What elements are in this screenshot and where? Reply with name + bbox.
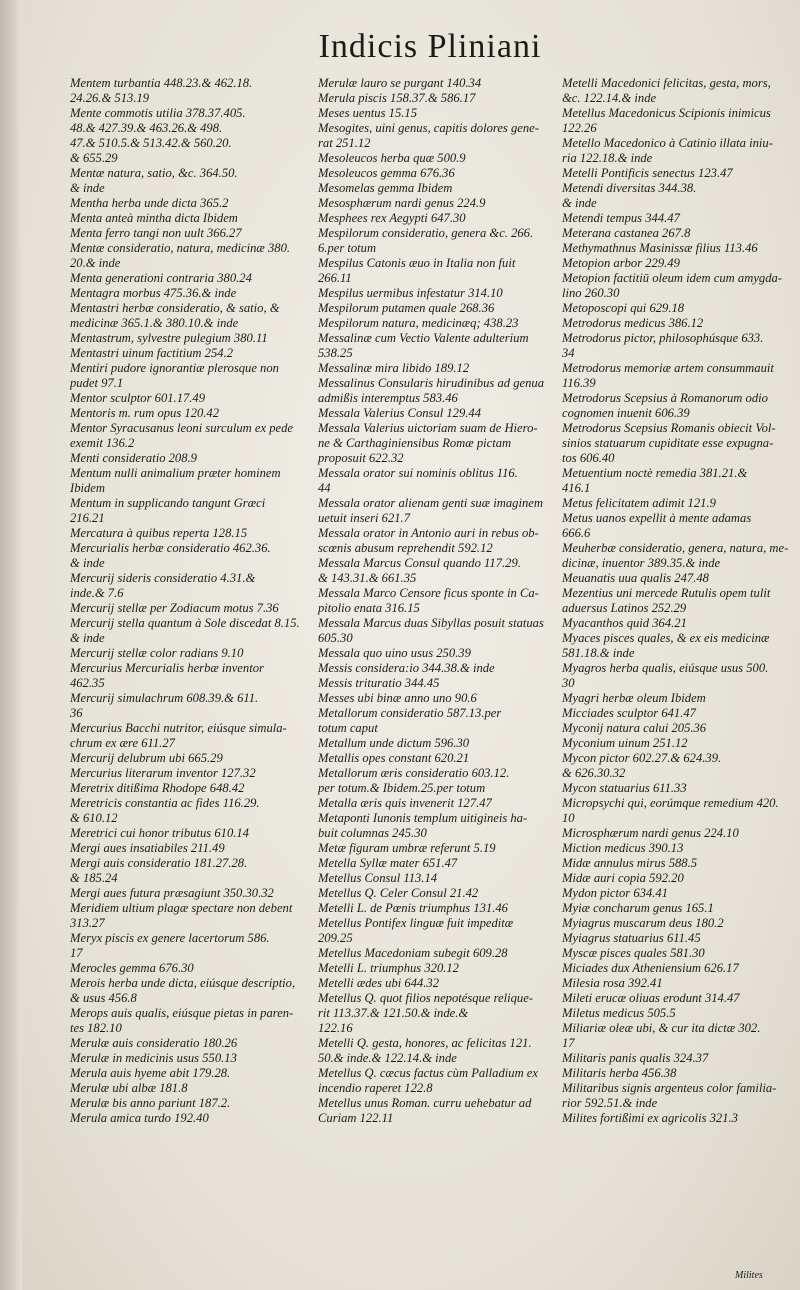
index-line: Mespilus uermibus infestatur 314.10 xyxy=(318,286,503,300)
index-line: dicinæ, inuentor 389.35.& inde xyxy=(562,556,721,570)
index-line: 47.& 510.5.& 513.42.& 560.20. xyxy=(70,136,232,150)
index-line: Mercurij stellæ per Zodiacum motus 7.36 xyxy=(70,601,279,615)
index-line: 216.21 xyxy=(70,511,105,525)
index-line: proposuit 622.32 xyxy=(318,451,404,465)
index-line: inde.& 7.6 xyxy=(70,586,124,600)
index-line: Mercurius Bacchi nutritor, eiúsque simula- xyxy=(70,721,287,735)
index-line: Messala Valerius Consul 129.44 xyxy=(318,406,482,420)
index-line: 50.& inde.& 122.14.& inde xyxy=(318,1051,457,1065)
index-line: Merois herba unde dicta, eiúsque descriptio, xyxy=(70,976,296,990)
index-line: Myaces pisces quales, & ex eis medicinæ xyxy=(562,631,770,645)
index-line: aduersus Latinos 252.29 xyxy=(562,601,687,615)
index-line: 209.25 xyxy=(318,931,353,945)
index-line: Mentastri uinum factitium 254.2 xyxy=(70,346,234,360)
index-line: 266.11 xyxy=(318,271,352,285)
index-line: 10 xyxy=(562,811,575,825)
index-line: Meretrici cui honor tributus 610.14 xyxy=(70,826,249,840)
index-line: 24.26.& 513.19 xyxy=(70,91,150,105)
index-line: 34 xyxy=(562,346,575,360)
index-line: 313.27 xyxy=(70,916,105,930)
index-line: 122.16 xyxy=(318,1021,353,1035)
index-line: Merula piscis 158.37.& 586.17 xyxy=(318,91,476,105)
index-line: 17 xyxy=(562,1036,575,1050)
index-column-2 xyxy=(318,76,554,1126)
index-line: Merula auis hyeme abit 179.28. xyxy=(70,1066,231,1080)
index-line: Metaponti Iunonis templum uitigineis ha- xyxy=(318,811,528,825)
index-line: ne & Carthaginiensibus Romæ pictam xyxy=(318,436,512,450)
index-line: Metrodorus pictor, philosophúsque 633. xyxy=(562,331,764,345)
index-line: Mesomelas gemma Ibidem xyxy=(318,181,453,195)
index-line: Mentæ consideratio, natura, medicinæ 380. xyxy=(70,241,291,255)
page-title: Indicis Pliniani xyxy=(318,28,542,65)
index-line: Mercurij stella quantum à Sole discedat 8.15. xyxy=(70,616,300,630)
index-line: Miliariæ oleæ ubi, & cur ita dictæ 302. xyxy=(562,1021,761,1035)
index-line: Myscæ pisces quales 581.30 xyxy=(562,946,705,960)
index-line: Messis trituratio 344.45 xyxy=(318,676,440,690)
index-line: Metellus unus Roman. curru uehebatur ad xyxy=(318,1096,532,1110)
index-line: rior 592.51.& inde xyxy=(562,1096,658,1110)
index-line: Metello Macedonico à Catinio illata iniu- xyxy=(562,136,773,150)
page-header xyxy=(0,28,800,66)
index-line: Mentæ natura, satio, &c. 364.50. xyxy=(70,166,238,180)
index-line: Mentum nulli animalium præter hominem xyxy=(70,466,281,480)
index-line: Mentoris m. rum opus 120.42 xyxy=(70,406,220,420)
index-line: pitolio enata 316.15 xyxy=(318,601,420,615)
index-line: & 655.29 xyxy=(70,151,118,165)
index-line: Menti consideratio 208.9 xyxy=(70,451,197,465)
index-line: Myiagrus statuarius 611.45 xyxy=(562,931,701,945)
index-line: Messalinæ cum Vectio Valente adulterium xyxy=(318,331,529,345)
index-line: & 626.30.32 xyxy=(562,766,626,780)
index-line: Messala Marcus duas Sibyllas posuit statuas xyxy=(318,616,544,630)
index-line: Myacanthos quid 364.21 xyxy=(562,616,687,630)
index-line: cognomen inuenit 606.39 xyxy=(562,406,690,420)
index-line: Merulæ ubi albæ 181.8 xyxy=(70,1081,188,1095)
index-line: Meretricis constantia ac fides 116.29. xyxy=(70,796,260,810)
index-line: &c. 122.14.& inde xyxy=(562,91,657,105)
index-line: Messalinæ mira libido 189.12 xyxy=(318,361,470,375)
index-line: Metrodorus memoriæ artem consummauit xyxy=(562,361,774,375)
index-line: Metendi diversitas 344.38. xyxy=(562,181,697,195)
index-line: Metelli ædes ubi 644.32 xyxy=(318,976,440,990)
index-line: Miciades dux Atheniensium 626.17 xyxy=(562,961,739,975)
index-line: & 185.24 xyxy=(70,871,118,885)
index-line: uetuit inseri 621.7 xyxy=(318,511,410,525)
index-line: Metrodorus Scepsius Romanis obiecit Vol- xyxy=(562,421,776,435)
index-line: Mespilorum putamen quale 268.36 xyxy=(318,301,495,315)
index-line: 116.39 xyxy=(562,376,596,390)
index-line: Metelli Macedonici felicitas, gesta, mors, xyxy=(562,76,771,90)
index-line: Mesosphærum nardi genus 224.9 xyxy=(318,196,486,210)
index-line: 416.1 xyxy=(562,481,591,495)
index-line: Meryx piscis ex genere lacertorum 586. xyxy=(70,931,270,945)
index-line: & inde xyxy=(562,196,597,210)
index-line: Mesoleucos herba quæ 500.9 xyxy=(318,151,466,165)
index-line: Meterana castanea 267.8 xyxy=(562,226,691,240)
index-line: Metus felicitatem adimit 121.9 xyxy=(562,496,716,510)
index-line: Messis considera:io 344.38.& inde xyxy=(318,661,495,675)
index-line: Metelli L. triumphus 320.12 xyxy=(318,961,459,975)
index-line: Messala Marcus Consul quando 117.29. xyxy=(318,556,521,570)
index-line: Mesogites, uini genus, capitis dolores gene- xyxy=(318,121,539,135)
index-line: Mesoleucos gemma 676.36 xyxy=(318,166,455,180)
index-line: Messala orator in Antonio auri in rebus ob- xyxy=(318,526,539,540)
index-line: Messala orator sui nominis oblitus 116. xyxy=(318,466,518,480)
index-line: Myiæ concharum genus 165.1 xyxy=(562,901,714,915)
index-line: Militaris panis qualis 324.37 xyxy=(562,1051,709,1065)
index-line: Mespilus Catonis æuo in Italia non fuit xyxy=(318,256,516,270)
index-line: Metopion arbor 229.49 xyxy=(562,256,680,270)
index-line: admißis interemptus 583.46 xyxy=(318,391,458,405)
index-line: Meridiem ultium plagæ spectare non debent xyxy=(70,901,293,915)
index-line: Messalinus Consularis hirudinibus ad genua xyxy=(318,376,545,390)
index-line: 462.35 xyxy=(70,676,105,690)
index-line: 20.& inde xyxy=(70,256,121,270)
index-line: Methymathnus Masinissæ filius 113.46 xyxy=(562,241,758,255)
index-line: Curiam 122.11 xyxy=(318,1111,394,1125)
index-line: Mileti erucæ oliuas erodunt 314.47 xyxy=(562,991,740,1005)
index-line: Menta ferro tangi non uult 366.27 xyxy=(70,226,242,240)
index-line: Mercatura à quibus reperta 128.15 xyxy=(70,526,248,540)
index-line: pudet 97.1 xyxy=(70,376,124,390)
index-line: Myagros herba qualis, eiúsque usus 500. xyxy=(562,661,769,675)
index-line: Metellus Q. quot filios nepotésque relique- xyxy=(318,991,533,1005)
index-line: 44 xyxy=(318,481,331,495)
index-line: 36 xyxy=(70,706,83,720)
index-line: sinios statuarum cupiditate esse expugna- xyxy=(562,436,774,450)
index-line: Merops auis qualis, eiúsque pietas in paren- xyxy=(70,1006,294,1020)
index-line: Metallorum consideratio 587.13.per xyxy=(318,706,502,720)
index-line: Metelli Pontificis senectus 123.47 xyxy=(562,166,733,180)
index-line: Mespilorum consideratio, genera &c. 266. xyxy=(318,226,534,240)
index-line: Miletus medicus 505.5 xyxy=(562,1006,676,1020)
index-line: Mentiri pudore ignorantiæ plerosque non xyxy=(70,361,279,375)
index-line: Mespilorum natura, medicinæq; 438.23 xyxy=(318,316,519,330)
index-line: incendio raperet 122.8 xyxy=(318,1081,433,1095)
index-line: Mente commotis utilia 378.37.405. xyxy=(70,106,246,120)
index-line: Menta anteà mintha dicta Ibidem xyxy=(70,211,238,225)
index-line: Messala quo uino usus 250.39 xyxy=(318,646,471,660)
index-line: 6.per totum xyxy=(318,241,377,255)
index-line: Mesphees rex Aegypti 647.30 xyxy=(318,211,466,225)
index-line: totum caput xyxy=(318,721,378,735)
index-line: Miction medicus 390.13 xyxy=(562,841,684,855)
index-line: Messala Marco Censore ficus sponte in Ca- xyxy=(318,586,539,600)
index-line: 17 xyxy=(70,946,83,960)
index-line: 666.6 xyxy=(562,526,591,540)
index-line: Mydon pictor 634.41 xyxy=(562,886,668,900)
index-line: Metellus Macedonicus Scipionis inimicus xyxy=(562,106,771,120)
index-line: & inde xyxy=(70,181,105,195)
index-line: Metallum unde dictum 596.30 xyxy=(318,736,470,750)
index-line: Mentagra morbus 475.36.& inde xyxy=(70,286,237,300)
index-line: Microsphærum nardi genus 224.10 xyxy=(562,826,739,840)
index-line: Meretrix ditißima Rhodope 648.42 xyxy=(70,781,245,795)
index-line: Messes ubi binæ anno uno 90.6 xyxy=(318,691,477,705)
index-line: lino 260.30 xyxy=(562,286,620,300)
index-line: Mercurius Mercurialis herbæ inventor xyxy=(70,661,264,675)
index-line: Mergi aues futura præsagiunt 350.30.32 xyxy=(70,886,274,900)
index-line: Mentha herba unde dicta 365.2 xyxy=(70,196,229,210)
index-line: Metellus Q. Celer Consul 21.42 xyxy=(318,886,479,900)
index-line: Myconium uinum 251.12 xyxy=(562,736,688,750)
index-line: per totum.& Ibidem.25.per totum xyxy=(318,781,486,795)
index-line: Midæ annulus mirus 588.5 xyxy=(562,856,698,870)
index-line: Metelli L. de Pœnis triumphus 131.46 xyxy=(318,901,508,915)
index-line: Mercurij stellæ color radians 9.10 xyxy=(70,646,244,660)
index-line: Mentum in supplicando tangunt Græci xyxy=(70,496,266,510)
index-line: Mercurius literarum inventor 127.32 xyxy=(70,766,256,780)
index-line: Myconij natura calui 205.36 xyxy=(562,721,707,735)
index-line: tos 606.40 xyxy=(562,451,615,465)
index-line: Metrodorus Scepsius à Romanorum odio xyxy=(562,391,768,405)
index-line: Metalla æris quis invenerit 127.47 xyxy=(318,796,492,810)
index-line: Mentem turbantia 448.23.& 462.18. xyxy=(70,76,253,90)
catchword: Milites xyxy=(735,1270,763,1281)
index-line: Messala orator alienam genti suæ imaginem xyxy=(318,496,543,510)
index-line: Metellus Macedoniam subegit 609.28 xyxy=(318,946,508,960)
index-line: Milesia rosa 392.41 xyxy=(562,976,663,990)
index-line: tes 182.10 xyxy=(70,1021,122,1035)
index-line: Metellus Q. cæcus factus cùm Palladium ex xyxy=(318,1066,538,1080)
index-line: Menta generationi contraria 380.24 xyxy=(70,271,252,285)
index-line: rit 113.37.& 121.50.& inde.& xyxy=(318,1006,469,1020)
index-line: Mergi aues insatiabiles 211.49 xyxy=(70,841,225,855)
index-line: Metallorum æris consideratio 603.12. xyxy=(318,766,510,780)
index-line: Meuherbæ consideratio, genera, natura, me- xyxy=(562,541,789,555)
index-line: Metæ figuram umbræ referunt 5.19 xyxy=(318,841,496,855)
index-line: 48.& 427.39.& 463.26.& 498. xyxy=(70,121,223,135)
index-line: medicinæ 365.1.& 380.10.& inde xyxy=(70,316,239,330)
index-line: Metendi tempus 344.47 xyxy=(562,211,680,225)
index-line: & 143.31.& 661.35 xyxy=(318,571,417,585)
index-line: 581.18.& inde xyxy=(562,646,635,660)
index-line: 538.25 xyxy=(318,346,353,360)
index-line: Myiagrus muscarum deus 180.2 xyxy=(562,916,724,930)
index-line: Mercurij sideris consideratio 4.31.& xyxy=(70,571,256,585)
index-line: Metoposcopi qui 629.18 xyxy=(562,301,685,315)
index-column-1 xyxy=(70,76,306,1126)
index-column-3 xyxy=(562,76,790,1126)
index-line: buit columnas 245.30 xyxy=(318,826,427,840)
index-line: Micciades sculptor 641.47 xyxy=(562,706,696,720)
index-line: Merulæ lauro se purgant 140.34 xyxy=(318,76,482,90)
index-line: Merula amica turdo 192.40 xyxy=(70,1111,209,1125)
index-line: Myagri herbæ oleum Ibidem xyxy=(562,691,706,705)
index-line: Metallis opes constant 620.21 xyxy=(318,751,470,765)
index-line: Merocles gemma 676.30 xyxy=(70,961,194,975)
index-line: 605.30 xyxy=(318,631,353,645)
index-line: Metus uanos expellit à mente adamas xyxy=(562,511,752,525)
index-line: Ibidem xyxy=(70,481,105,495)
index-line: Mercurij simulachrum 608.39.& 611. xyxy=(70,691,259,705)
index-line: & inde xyxy=(70,631,105,645)
index-line: Metopion factitiū oleum idem cum amygda- xyxy=(562,271,782,285)
index-line: Merulæ bis anno pariunt 187.2. xyxy=(70,1096,231,1110)
index-line: Metellus Consul 113.14 xyxy=(318,871,438,885)
index-line: Micropsychi qui, eorúmque remedium 420. xyxy=(562,796,779,810)
index-line: 30 xyxy=(562,676,575,690)
index-line: Merulæ in medicinis usus 550.13 xyxy=(70,1051,237,1065)
index-line: Mycon statuarius 611.33 xyxy=(562,781,687,795)
index-line: & usus 456.8 xyxy=(70,991,137,1005)
index-line: Metrodorus medicus 386.12 xyxy=(562,316,704,330)
index-line: Mentastrum, sylvestre pulegium 380.11 xyxy=(70,331,268,345)
index-line: Militaribus signis argenteus color familia- xyxy=(562,1081,777,1095)
index-line: Mergi auis consideratio 181.27.28. xyxy=(70,856,248,870)
index-line: 122.26 xyxy=(562,121,597,135)
binding-shadow xyxy=(0,0,22,1290)
index-line: chrum ex ære 611.27 xyxy=(70,736,175,750)
index-line: Mezentius uni mercede Rutulis opem tulit xyxy=(562,586,771,600)
index-line: Metelli Q. gesta, honores, ac felicitas 121. xyxy=(318,1036,532,1050)
index-line: Mentor sculptor 601.17.49 xyxy=(70,391,206,405)
index-line: Meuanatis uua qualis 247.48 xyxy=(562,571,709,585)
index-line: Metella Syllæ mater 651.47 xyxy=(318,856,458,870)
index-line: Milites fortißimi ex agricolis 321.3 xyxy=(562,1111,738,1125)
index-line: Midæ auri copia 592.20 xyxy=(562,871,684,885)
index-line: Mercurialis herbæ consideratio 462.36. xyxy=(70,541,271,555)
index-line: Mentor Syracusanus leoni surculum ex pede xyxy=(70,421,294,435)
index-line: Metellus Pontifex linguæ fuit impeditæ xyxy=(318,916,514,930)
index-line: Messala Valerius uictoriam suam de Hiero- xyxy=(318,421,538,435)
index-line: rat 251.12 xyxy=(318,136,371,150)
index-line: & 610.12 xyxy=(70,811,118,825)
index-line: & inde xyxy=(70,556,105,570)
index-line: ria 122.18.& inde xyxy=(562,151,653,165)
index-line: Mentastri herbæ consideratio, & satio, & xyxy=(70,301,280,315)
index-line: Mycon pictor 602.27.& 624.39. xyxy=(562,751,722,765)
index-line: exemit 136.2 xyxy=(70,436,135,450)
index-line: Merulæ auis consideratio 180.26 xyxy=(70,1036,238,1050)
index-line: Meses uentus 15.15 xyxy=(318,106,417,120)
index-line: Militaris herba 456.38 xyxy=(562,1066,677,1080)
index-line: Mercurij delubrum ubi 665.29 xyxy=(70,751,223,765)
index-line: scœnis abusum reprehendit 592.12 xyxy=(318,541,493,555)
index-line: Metuentium noctè remedia 381.21.& xyxy=(562,466,748,480)
